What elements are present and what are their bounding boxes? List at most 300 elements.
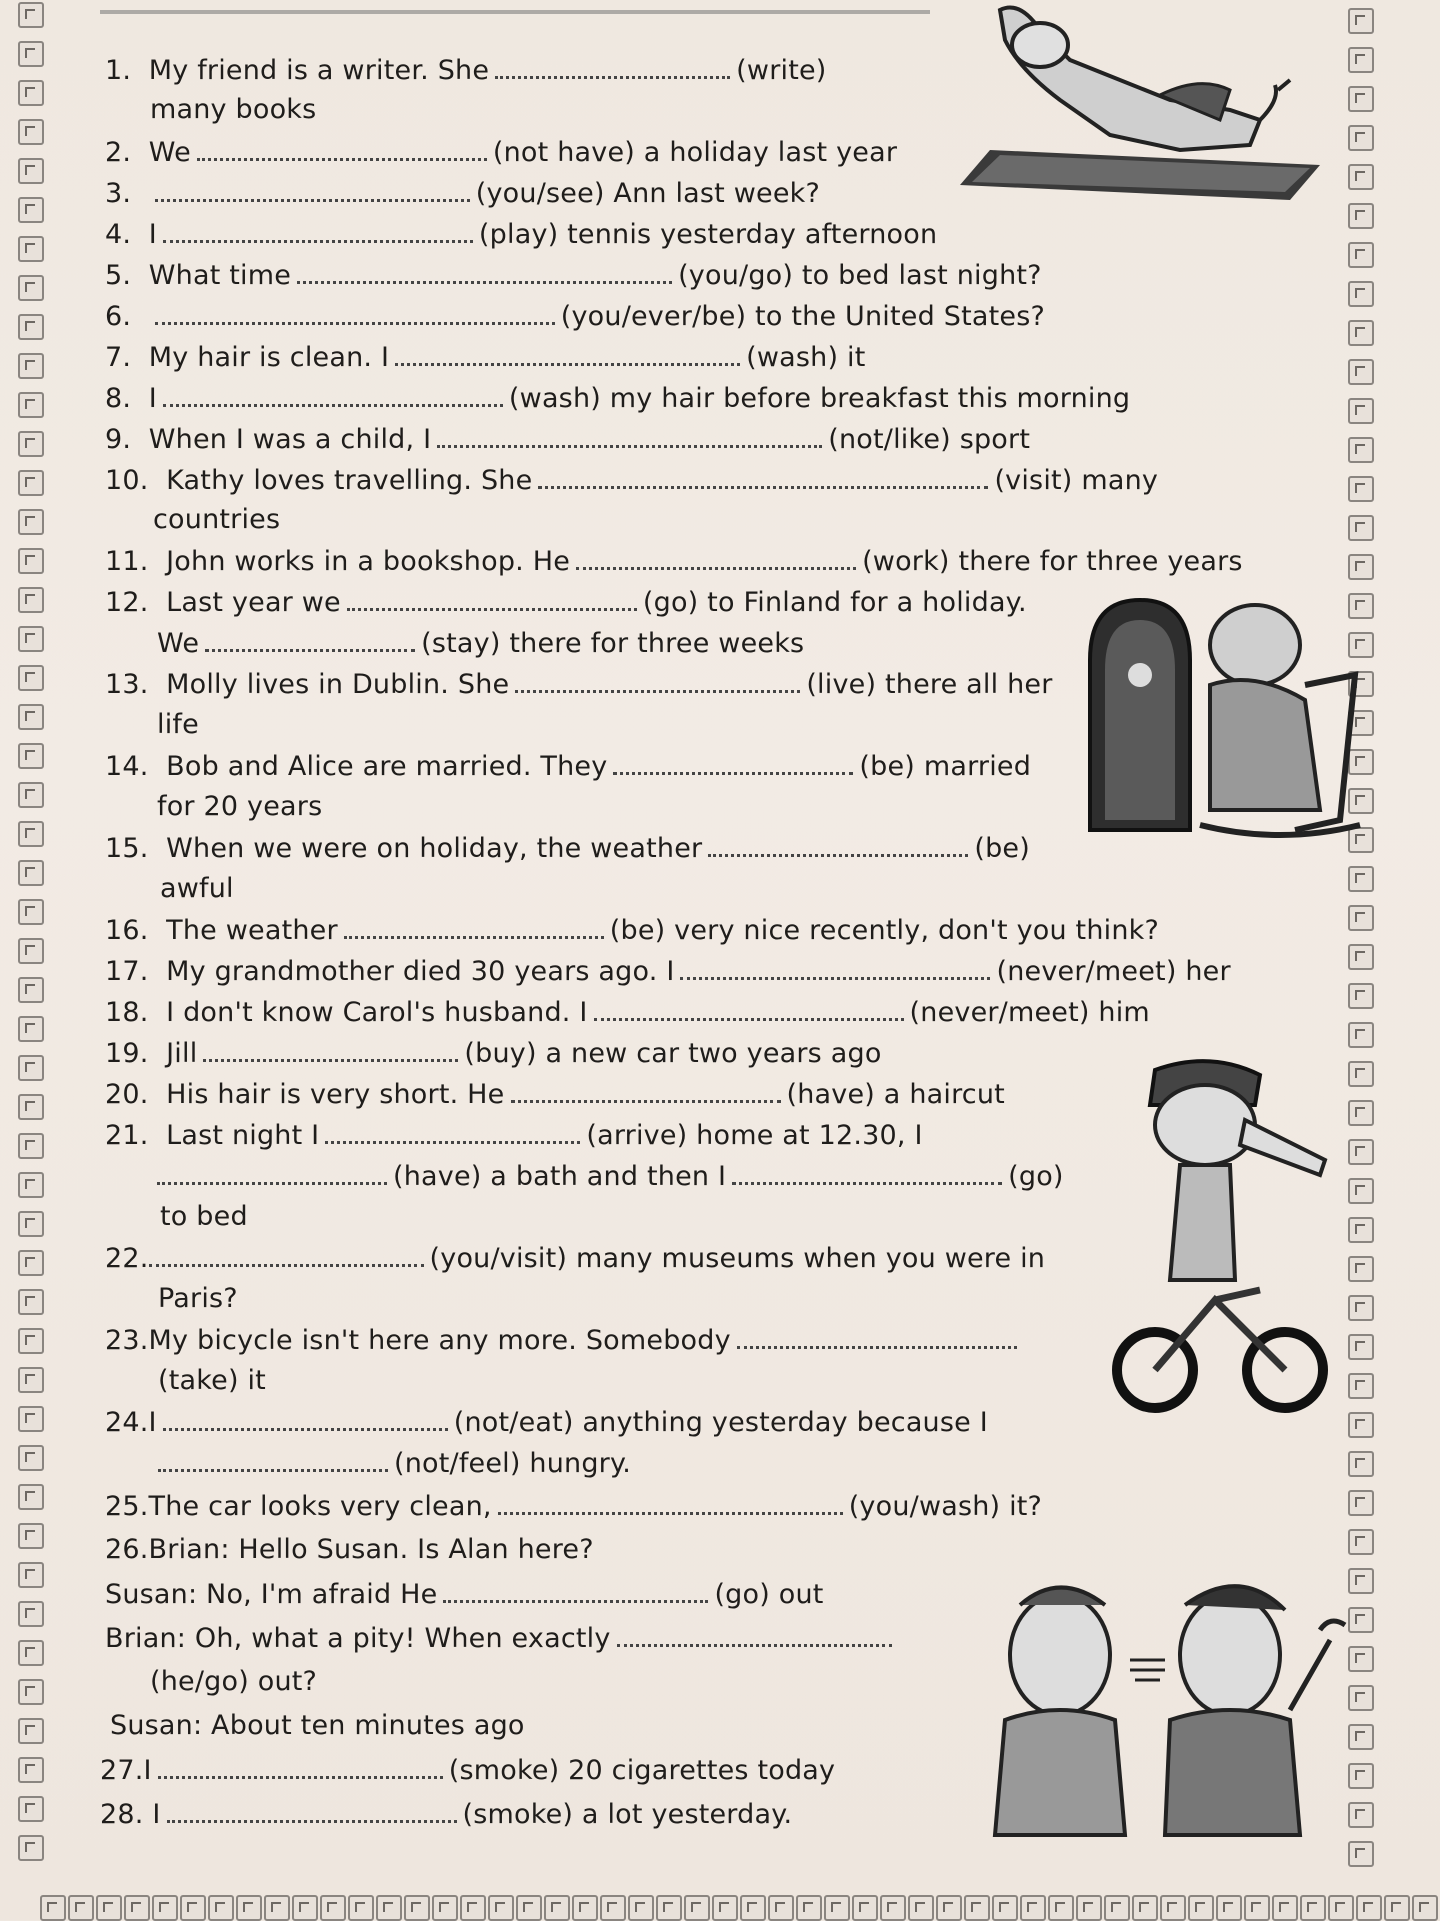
border-tile: [264, 1895, 290, 1921]
border-tile: [18, 1562, 44, 1588]
border-tile: [18, 275, 44, 301]
border-tile: [1348, 944, 1374, 970]
exercise-26-line-3: [105, 1620, 898, 1657]
exercise-8: [105, 380, 1130, 417]
border-tile: [1348, 476, 1374, 502]
answer-blank[interactable]: [613, 748, 853, 775]
smokers-illustration: [990, 1570, 1360, 1840]
verb-hint: (wash) it: [746, 342, 866, 373]
verb-hint: (arrive) home at 12.30, I: [586, 1120, 923, 1151]
exercise-17: [105, 953, 1231, 990]
border-tile: [18, 2, 44, 28]
border-tile: [1348, 1529, 1374, 1555]
border-tile: [1348, 359, 1374, 385]
border-tile: [1348, 1100, 1374, 1126]
border-tile: [1348, 86, 1374, 112]
border-tile: [488, 1895, 514, 1921]
border-tile: [1412, 1895, 1438, 1921]
verb-hint: (play) tennis yesterday afternoon: [478, 219, 938, 250]
border-tile: [1348, 1217, 1374, 1243]
verb-hint: (he/go) out?: [150, 1666, 318, 1697]
verb-hint: (not/like) sport: [828, 424, 1031, 455]
sentence-start: Bob and Alice are married. They: [166, 751, 608, 782]
verb-hint: (work) there for three years: [862, 546, 1243, 577]
answer-blank[interactable]: [163, 1404, 448, 1431]
cyclist-head: [1155, 1085, 1255, 1165]
answer-blank[interactable]: [297, 257, 672, 284]
sentence-continuation: Paris?: [158, 1283, 238, 1314]
answer-blank[interactable]: [325, 1117, 580, 1144]
cyclist-illustration: [1110, 1050, 1340, 1420]
exercise-16: [105, 912, 1159, 949]
exercise-4: [105, 216, 937, 253]
exercise-23-continued: [158, 1363, 266, 1399]
verb-hint: (stay) there for three weeks: [421, 628, 805, 659]
border-tile: [18, 665, 44, 691]
item-number: 14.: [105, 751, 149, 782]
border-tile: [96, 1895, 122, 1921]
answer-blank[interactable]: [576, 543, 856, 570]
sentence-start: When we were on holiday, the weather: [166, 833, 703, 864]
head-shape: [1012, 23, 1068, 67]
answer-blank[interactable]: [538, 462, 988, 489]
border-tile: [852, 1895, 878, 1921]
exercise-26-line-5: [110, 1708, 525, 1744]
border-tile: [208, 1895, 234, 1921]
item-number: 2.: [105, 137, 132, 168]
border-tile: [796, 1895, 822, 1921]
border-tile: [18, 860, 44, 886]
verb-hint: (have) a haircut: [786, 1079, 1005, 1110]
item-number: 11.: [105, 546, 149, 577]
man-right-head: [1180, 1595, 1280, 1715]
relaxing-man-illustration: [960, 0, 1330, 200]
border-tile: [1348, 8, 1374, 34]
sentence-start: I don't know Carol's husband. I: [166, 997, 588, 1028]
item-number: 27.: [100, 1755, 144, 1786]
exercise-5: [105, 257, 1042, 294]
item-number: 24.: [105, 1407, 149, 1438]
answer-blank[interactable]: [155, 175, 470, 202]
border-tile: [1348, 1022, 1374, 1048]
item-number: 13.: [105, 669, 149, 700]
border-tile: [1348, 1256, 1374, 1282]
grandmother-body: [1210, 680, 1320, 810]
sentence-start: I: [152, 1799, 161, 1830]
border-tile: [1348, 1451, 1374, 1477]
sentence-start: Kathy loves travelling. She: [166, 465, 533, 496]
border-tile: [1348, 242, 1374, 268]
exercise-1-continued: [150, 92, 316, 128]
border-tile: [1348, 1841, 1374, 1867]
sentence-start: My hair is clean. I: [148, 342, 390, 373]
verb-hint: (not have) a holiday last year: [492, 137, 898, 168]
border-tile: [18, 704, 44, 730]
border-tile: [1048, 1895, 1074, 1921]
item-number: 16.: [105, 915, 149, 946]
border-tile: [320, 1895, 346, 1921]
item-number: 25.: [105, 1491, 149, 1522]
radio-dial: [1128, 663, 1152, 687]
exercise-21-line-2: [157, 1158, 1064, 1195]
border-tile: [18, 1172, 44, 1198]
border-tile: [18, 899, 44, 925]
border-tile: [18, 1367, 44, 1393]
item-number: 20.: [105, 1079, 149, 1110]
border-tile: [1348, 1373, 1374, 1399]
item-number: 9.: [105, 424, 132, 455]
item-number: 12.: [105, 587, 149, 618]
grandmother-head: [1210, 605, 1300, 685]
border-tile: [1348, 905, 1374, 931]
sentence-start: His hair is very short. He: [166, 1079, 505, 1110]
item-number: 8.: [105, 383, 132, 414]
answer-blank[interactable]: [680, 953, 990, 980]
border-tile: [18, 41, 44, 67]
border-tile: [1348, 866, 1374, 892]
border-tile: [1132, 1895, 1158, 1921]
item-number: 6.: [105, 301, 132, 332]
answer-blank[interactable]: [203, 1035, 458, 1062]
border-tile: [18, 1718, 44, 1744]
border-tile: [1348, 1178, 1374, 1204]
answer-blank[interactable]: [167, 1796, 457, 1823]
exercise-13: [105, 666, 1053, 703]
sentence-start: Molly lives in Dublin. She: [166, 669, 510, 700]
border-tile: [40, 1895, 66, 1921]
border-tile: [1348, 320, 1374, 346]
answer-blank[interactable]: [197, 134, 487, 161]
item-number: 7.: [105, 342, 132, 373]
border-tile: [1348, 1295, 1374, 1321]
answer-blank[interactable]: [205, 625, 415, 652]
border-tile: [18, 1757, 44, 1783]
border-tile: [236, 1895, 262, 1921]
sentence-start: The car looks very clean,: [148, 1491, 492, 1522]
border-tile: [516, 1895, 542, 1921]
border-tile: [656, 1895, 682, 1921]
man-left-head: [1010, 1595, 1110, 1715]
border-tile: [18, 1796, 44, 1822]
cigarette-smoke: [1290, 1621, 1345, 1710]
answer-blank[interactable]: [443, 1576, 708, 1603]
border-tile: [124, 1895, 150, 1921]
border-tile: [460, 1895, 486, 1921]
dialogue-line: Susan: No, I'm afraid He: [105, 1579, 438, 1610]
item-number: 23.: [105, 1325, 149, 1356]
border-tile: [68, 1895, 94, 1921]
border-tile: [18, 1640, 44, 1666]
border-tile: [1188, 1895, 1214, 1921]
border-tile: [1216, 1895, 1242, 1921]
item-number: 26.: [105, 1534, 149, 1565]
border-tile: [18, 80, 44, 106]
exercise-26-line-4: [150, 1664, 317, 1700]
border-tile: [18, 1601, 44, 1627]
border-tile: [908, 1895, 934, 1921]
border-tile: [292, 1895, 318, 1921]
border-tile: [1020, 1895, 1046, 1921]
exercise-25: [105, 1488, 1042, 1525]
border-tile: [18, 1406, 44, 1432]
verb-hint: (be) married: [859, 751, 1032, 782]
answer-blank[interactable]: [347, 584, 637, 611]
answer-blank[interactable]: [737, 1322, 1017, 1349]
answer-blank[interactable]: [511, 1076, 781, 1103]
border-tile: [18, 1835, 44, 1861]
border-tile: [18, 1211, 44, 1237]
border-tile: [152, 1895, 178, 1921]
answer-blank[interactable]: [158, 1752, 443, 1779]
answer-blank[interactable]: [498, 1488, 843, 1515]
item-number: 17.: [105, 956, 149, 987]
exercise-6: [105, 298, 1045, 335]
sentence-start: I: [148, 219, 157, 250]
exercise-26-line-2: [105, 1576, 824, 1613]
radio-front: [1105, 620, 1175, 820]
border-tile: [18, 548, 44, 574]
border-tile: [1348, 1139, 1374, 1165]
border-tile: [1272, 1895, 1298, 1921]
verb-hint: (not/eat) anything yesterday because I: [453, 1407, 988, 1438]
sentence-continuation: awful: [160, 873, 234, 904]
man-right-body: [1165, 1710, 1300, 1835]
border-tile: [1300, 1895, 1326, 1921]
border-tile: [18, 1094, 44, 1120]
border-tile: [572, 1895, 598, 1921]
exercise-27: [100, 1752, 835, 1789]
answer-blank[interactable]: [515, 666, 800, 693]
border-tile: [18, 782, 44, 808]
exercise-26: [105, 1532, 594, 1568]
border-tile: [1384, 1895, 1410, 1921]
sentence-continuation: many books: [150, 94, 317, 125]
border-tile: [18, 392, 44, 418]
answer-blank[interactable]: [708, 830, 968, 857]
bottom-border-ornament: [40, 1895, 1440, 1920]
answer-blank[interactable]: [617, 1620, 892, 1647]
border-tile: [376, 1895, 402, 1921]
answer-blank[interactable]: [395, 339, 740, 366]
answer-blank[interactable]: [163, 216, 473, 243]
border-tile: [1348, 47, 1374, 73]
border-tile: [180, 1895, 206, 1921]
answer-blank[interactable]: [594, 994, 904, 1021]
answer-blank[interactable]: [158, 1445, 388, 1472]
exercise-24-continued: [158, 1445, 631, 1482]
answer-blank[interactable]: [732, 1158, 1002, 1185]
verb-hint: (be): [974, 833, 1030, 864]
border-tile: [18, 236, 44, 262]
exercise-14: [105, 748, 1031, 785]
border-tile: [18, 977, 44, 1003]
border-tile: [1348, 281, 1374, 307]
border-tile: [1348, 983, 1374, 1009]
exercise-22: [105, 1240, 1045, 1277]
verb-hint: (you/visit) many museums when you were in: [429, 1243, 1046, 1274]
chair-rocker: [1200, 825, 1360, 835]
item-number: 19.: [105, 1038, 149, 1069]
answer-blank[interactable]: [155, 298, 555, 325]
border-tile: [1348, 515, 1374, 541]
man-left-body: [995, 1710, 1125, 1835]
border-tile: [1356, 1895, 1382, 1921]
exercise-19: [105, 1035, 882, 1072]
leg-shape: [1260, 80, 1290, 120]
border-tile: [1348, 1412, 1374, 1438]
border-tile: [992, 1895, 1018, 1921]
item-number: 22.: [105, 1243, 149, 1274]
exercise-15-continued: [160, 871, 234, 907]
border-tile: [1104, 1895, 1130, 1921]
border-tile: [1244, 1895, 1270, 1921]
exercise-10-continued: [153, 502, 280, 538]
answer-blank[interactable]: [344, 912, 604, 939]
exercise-20: [105, 1076, 1005, 1113]
border-tile: [18, 314, 44, 340]
exercise-7: [105, 339, 866, 376]
border-tile: [18, 158, 44, 184]
item-number: 28.: [100, 1799, 144, 1830]
border-tile: [824, 1895, 850, 1921]
item-number: 10.: [105, 465, 149, 496]
verb-hint: (go) to Finland for a holiday.: [642, 587, 1027, 618]
border-tile: [18, 1016, 44, 1042]
answer-blank[interactable]: [157, 1158, 387, 1185]
border-tile: [18, 470, 44, 496]
border-tile: [18, 1679, 44, 1705]
exercise-28: [100, 1796, 792, 1833]
sentence-start: Jill: [166, 1038, 198, 1069]
item-number: 1.: [105, 55, 132, 86]
verb-hint: (be) very nice recently, don't you think?: [609, 915, 1160, 946]
sentence-start: My bicycle isn't here any more. Somebody: [148, 1325, 731, 1356]
border-tile: [18, 1523, 44, 1549]
border-tile: [18, 626, 44, 652]
border-tile: [1328, 1895, 1354, 1921]
border-tile: [936, 1895, 962, 1921]
exercise-9: [105, 421, 1030, 458]
border-tile: [1348, 1334, 1374, 1360]
border-tile: [18, 119, 44, 145]
border-tile: [1076, 1895, 1102, 1921]
exercise-11: [105, 543, 1243, 580]
answer-blank[interactable]: [437, 421, 822, 448]
border-tile: [18, 743, 44, 769]
sentence-continuation: life: [157, 709, 199, 740]
border-tile: [1348, 1490, 1374, 1516]
verb-hint: (wash) my hair before breakfast this morning: [508, 383, 1131, 414]
exercise-23: [105, 1322, 1023, 1359]
item-number: 3.: [105, 178, 132, 209]
border-tile: [1348, 164, 1374, 190]
border-tile: [600, 1895, 626, 1921]
exercise-1: [105, 52, 827, 89]
border-tile: [768, 1895, 794, 1921]
sentence-continuation: We: [157, 628, 200, 659]
exercise-3: [105, 175, 820, 212]
item-number: 18.: [105, 997, 149, 1028]
border-tile: [18, 1445, 44, 1471]
border-tile: [18, 1055, 44, 1081]
sentence-start: I: [143, 1755, 152, 1786]
exercise-18: [105, 994, 1150, 1031]
exercise-15: [105, 830, 1030, 867]
border-tile: [1160, 1895, 1186, 1921]
verb-hint: (buy) a new car two years ago: [464, 1038, 882, 1069]
border-tile: [18, 1289, 44, 1315]
sentence-continuation: for 20 years: [157, 791, 323, 822]
sentence-start: My grandmother died 30 years ago. I: [166, 956, 675, 987]
verb-hint: (go): [1008, 1161, 1064, 1192]
exercise-14-continued: [157, 789, 322, 825]
verb-hint: (you/wash) it?: [848, 1491, 1043, 1522]
item-number: 5.: [105, 260, 132, 291]
speech-lines: [1130, 1660, 1165, 1680]
sentence-start: We: [148, 137, 191, 168]
dialogue-line: Brian: Oh, what a pity! When exactly: [105, 1623, 611, 1654]
verb-hint: (never/meet) him: [909, 997, 1150, 1028]
border-tile: [684, 1895, 710, 1921]
border-tile: [964, 1895, 990, 1921]
grandmother-radio-illustration: [1080, 590, 1365, 840]
dialogue-line: Susan: About ten minutes ago: [110, 1710, 525, 1741]
verb-hint: (you/ever/be) to the United States?: [560, 301, 1045, 332]
bike-frame: [1155, 1290, 1285, 1370]
border-tile: [18, 431, 44, 457]
sentence-start: My friend is a writer. She: [148, 55, 490, 86]
border-tile: [18, 938, 44, 964]
sentence-start: Last night I: [166, 1120, 320, 1151]
sentence-start: John works in a bookshop. He: [166, 546, 571, 577]
top-divider: [100, 10, 930, 14]
verb-hint: (live) there all her: [806, 669, 1053, 700]
border-tile: [18, 353, 44, 379]
border-tile: [432, 1895, 458, 1921]
border-tile: [1348, 203, 1374, 229]
cyclist-nose: [1240, 1120, 1325, 1175]
verb-hint: (not/feel) hungry.: [394, 1448, 632, 1479]
border-tile: [880, 1895, 906, 1921]
border-tile: [18, 1328, 44, 1354]
border-tile: [544, 1895, 570, 1921]
verb-hint: (you/see) Ann last week?: [475, 178, 821, 209]
border-tile: [348, 1895, 374, 1921]
exercise-13-continued: [157, 707, 199, 743]
man-left-hair: [1020, 1588, 1105, 1606]
border-tile: [18, 821, 44, 847]
sentence-start: Last year we: [166, 587, 341, 618]
exercise-24: [105, 1404, 988, 1441]
answer-blank[interactable]: [149, 1240, 424, 1267]
sentence-start: I: [148, 383, 157, 414]
border-tile: [18, 509, 44, 535]
border-tile: [18, 197, 44, 223]
exercise-12-continued: [157, 625, 804, 662]
answer-blank[interactable]: [495, 52, 730, 79]
verb-hint: (you/go) to bed last night?: [678, 260, 1042, 291]
border-tile: [1348, 1061, 1374, 1087]
exercise-21: [105, 1117, 923, 1154]
item-number: 21.: [105, 1120, 149, 1151]
border-tile: [712, 1895, 738, 1921]
exercise-22-continued: [158, 1281, 238, 1317]
item-number: 15.: [105, 833, 149, 864]
sentence-start: The weather: [166, 915, 338, 946]
exercise-10: [105, 462, 1158, 499]
answer-blank[interactable]: [163, 380, 503, 407]
border-tile: [1348, 398, 1374, 424]
